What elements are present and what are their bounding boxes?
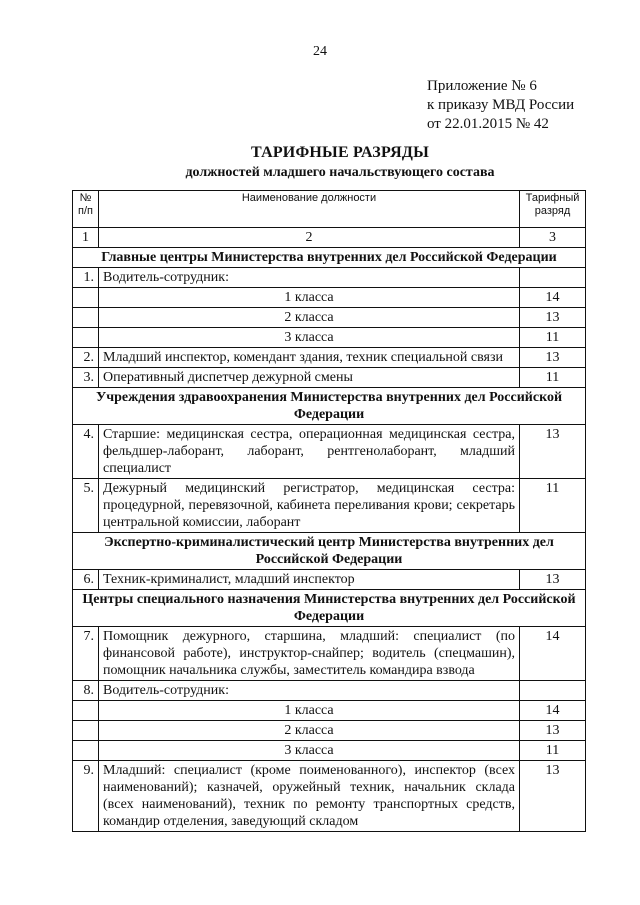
position-name: Младший: специалист (кроме поименованного), инспектор (всех наименований); казначей, оружейный техник, начальник склада (всех наименований), техник по ремонту транспортных средств, командир отделения, заведующий складом [99, 761, 520, 832]
table-row [73, 627, 586, 681]
grade-value: 13 [520, 425, 586, 479]
row-number: 3. [73, 368, 99, 388]
table-row [73, 308, 586, 328]
position-name: Помощник дежурного, старшина, младший: специалист (по финансовой работе), инструктор-снайпер; водитель (спецмашин), помощник начальника службы, заместитель командира взвода [99, 627, 520, 681]
table-row [73, 761, 586, 832]
grade-value: 11 [520, 328, 586, 348]
header-num: № п/п [73, 191, 99, 228]
table-row [73, 479, 586, 533]
appendix-reference [427, 77, 574, 134]
appendix-line-1: Приложение № 6 [427, 78, 537, 94]
class-name: 3 класса [99, 741, 520, 761]
table-row [73, 721, 586, 741]
position-name: Водитель-сотрудник: [99, 681, 520, 701]
position-name: Старшие: медицинская сестра, операционная медицинская сестра, фельдшер-лаборант, лаборант, рентгенолаборант, младший специалист [99, 425, 520, 479]
grade-value: 13 [520, 348, 586, 368]
grade-value: 14 [520, 701, 586, 721]
grade-cell-empty [520, 268, 586, 288]
class-name: 2 класса [99, 721, 520, 741]
position-name: Оперативный диспетчер дежурной смены [99, 368, 520, 388]
section-heading: Центры специального назначения Министерства внутренних дел Российской Федерации [73, 590, 586, 627]
class-name: 1 класса [99, 288, 520, 308]
position-name: Техник-криминалист, младший инспектор [99, 570, 520, 590]
class-name: 1 класса [99, 701, 520, 721]
grade-value: 11 [520, 479, 586, 533]
column-number-2: 2 [99, 228, 520, 248]
position-name: Дежурный медицинский регистратор, медицинская сестра: процедурной, перевязочной, кабинета переливания крови; секретарь центральной комиссии, лаборант [99, 479, 520, 533]
section-heading: Учреждения здравоохранения Министерства внутренних дел Российской Федерации [73, 388, 586, 425]
position-name: Младший инспектор, комендант здания, техник специальной связи [99, 348, 520, 368]
row-number-empty [73, 308, 99, 328]
grade-value: 11 [520, 741, 586, 761]
table-row [73, 348, 586, 368]
table-row [73, 268, 586, 288]
row-number-empty [73, 701, 99, 721]
position-name: Водитель-сотрудник: [99, 268, 520, 288]
row-number-empty [73, 721, 99, 741]
row-number: 1. [73, 268, 99, 288]
column-number-row [73, 228, 586, 248]
class-name: 2 класса [99, 308, 520, 328]
table-row [73, 570, 586, 590]
document-subtitle: должностей младшего начальствующего состава [185, 165, 495, 180]
section-heading: Экспертно-криминалистический центр Министерства внутренних дел Российской Федерации [73, 533, 586, 570]
row-number: 5. [73, 479, 99, 533]
table-header-row [73, 191, 586, 228]
document-title: ТАРИФНЫЕ РАЗРЯДЫ [251, 144, 429, 161]
page-number: 24 [313, 44, 327, 59]
grade-value: 13 [520, 721, 586, 741]
table-row [73, 681, 586, 701]
row-number: 9. [73, 761, 99, 832]
row-number-empty [73, 288, 99, 308]
class-name: 3 класса [99, 328, 520, 348]
section-row [73, 388, 586, 425]
table-row [73, 288, 586, 308]
row-number: 6. [73, 570, 99, 590]
section-row [73, 533, 586, 570]
grade-value: 13 [520, 761, 586, 832]
grade-value: 14 [520, 288, 586, 308]
table-row [73, 368, 586, 388]
header-grade: Тарифный разряд [520, 191, 586, 228]
grade-value: 14 [520, 627, 586, 681]
column-number-1: 1 [73, 228, 99, 248]
table-row [73, 328, 586, 348]
table-row [73, 741, 586, 761]
section-row [73, 590, 586, 627]
row-number: 2. [73, 348, 99, 368]
section-row [73, 248, 586, 268]
grade-value: 13 [520, 308, 586, 328]
row-number: 7. [73, 627, 99, 681]
section-heading: Главные центры Министерства внутренних дел Российской Федерации [73, 248, 586, 268]
grade-value: 13 [520, 570, 586, 590]
row-number-empty [73, 328, 99, 348]
row-number-empty [73, 741, 99, 761]
grade-value: 11 [520, 368, 586, 388]
column-number-3: 3 [520, 228, 586, 248]
header-name: Наименование должности [99, 191, 520, 228]
tariff-table [72, 190, 586, 832]
appendix-line-2: к приказу МВД России [427, 97, 575, 113]
row-number: 8. [73, 681, 99, 701]
table-row [73, 425, 586, 479]
grade-cell-empty [520, 681, 586, 701]
appendix-line-3: от 22.01.2015 № 42 [427, 116, 549, 132]
table-row [73, 701, 586, 721]
row-number: 4. [73, 425, 99, 479]
